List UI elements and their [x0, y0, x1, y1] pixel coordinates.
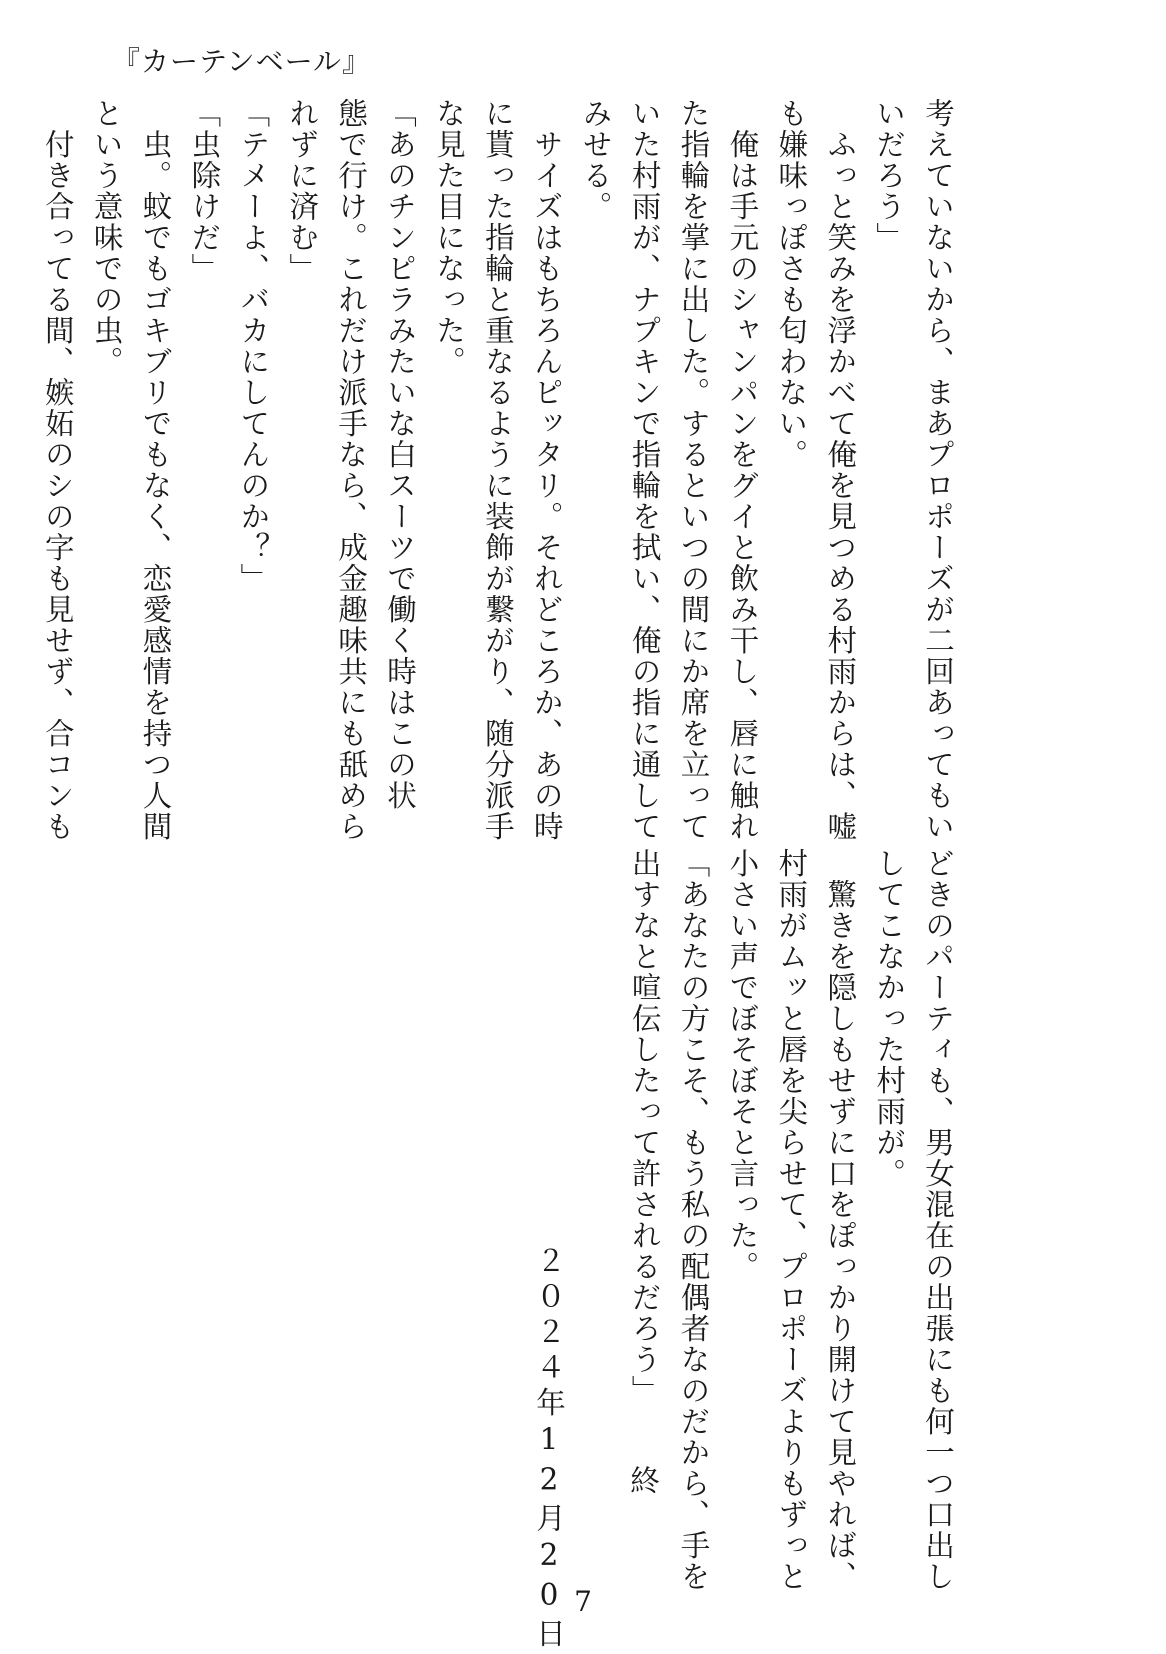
- text-line: という意味での虫。: [89, 98, 124, 377]
- text-line: 「あなたの方こそ、もう私の配偶者なのだから、手を: [676, 848, 711, 1592]
- text-line: 「虫除けだ」: [187, 98, 222, 284]
- text-line: た指輪を掌に出した。するといつの間にか席を立って: [676, 98, 711, 842]
- end-mark: 終: [626, 1465, 660, 1495]
- text-line: な見た目になった。: [431, 98, 466, 377]
- page-number: 7: [574, 1585, 592, 1618]
- text-line: 「あのチンピラみたいな白スーツで働く時はこの状: [383, 98, 418, 811]
- text-line: 驚きを隠しもせずに口をぽっかり開けて見やれば、: [823, 848, 858, 1592]
- text-line: に貰った指輪と重なるように装飾が繋がり、随分派手: [480, 98, 515, 842]
- date-line: ２０２４年12月20日: [532, 1245, 566, 1654]
- text-line: 態で行け。これだけ派手なら、成金趣味共にも舐めら: [334, 98, 369, 842]
- text-line: も嫌味っぽさも匂わない。: [774, 98, 809, 470]
- text-line: 出すなと喧伝したって許されるだろう」: [627, 848, 662, 1406]
- text-line: どきのパーティも、男女混在の出張にも何一つ口出し: [921, 848, 955, 1592]
- text-line: 虫。蚊でもゴキブリでもなく、恋愛感情を持つ人間: [138, 98, 173, 842]
- page-title: 『カーテンベール』: [112, 45, 372, 78]
- upper-text-block: [40, 98, 962, 842]
- text-line: 村雨がムッと唇を尖らせて、プロポーズよりもずっと: [774, 848, 809, 1592]
- text-line: 付き合ってる間、嫉妬のシの字も見せず、合コンも: [40, 98, 75, 842]
- text-line: いだろう」: [872, 98, 907, 253]
- text-line: サイズはもちろんピッタリ。それどころか、あの時: [529, 98, 564, 842]
- text-line: 小さい声でぼそぼそと言った。: [725, 848, 760, 1282]
- text-line: してこなかった村雨が。: [872, 848, 907, 1189]
- text-line: 「テメーよ、バカにしてんのか？」: [236, 98, 271, 594]
- text-line: みせる。: [578, 98, 613, 222]
- text-line: れずに済む」: [285, 98, 320, 284]
- text-line: 俺は手元のシャンパンをグイと飲み干し、唇に触れ: [725, 98, 760, 842]
- text-line: いた村雨が、ナプキンで指輪を拭い、俺の指に通して: [627, 98, 662, 842]
- text-line: 考えていないから、まあプロポーズが二回あってもい: [921, 98, 955, 842]
- text-line: ふっと笑みを浮かべて俺を見つめる村雨からは、嘘: [823, 98, 858, 842]
